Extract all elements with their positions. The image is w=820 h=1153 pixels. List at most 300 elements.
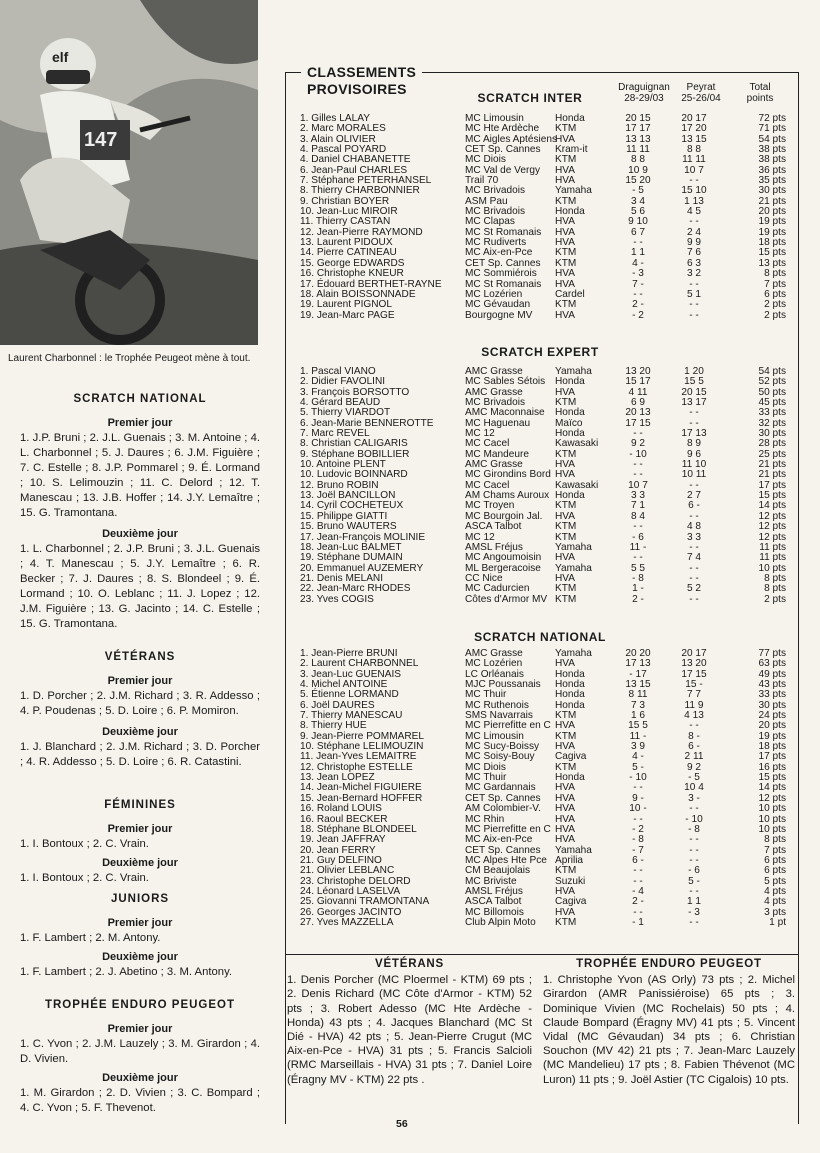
results-text: 1. I. Bontoux ; 2. C. Vrain. [20, 838, 149, 850]
total-points: 11 pts [759, 541, 786, 553]
peyrat-points: 13 15 [681, 133, 707, 145]
total-points: 28 pts [758, 438, 786, 450]
peyrat-points: 11 9 [684, 699, 704, 711]
club-name: Bourgogne MV [465, 309, 533, 321]
peyrat-points: 10 7 [684, 164, 704, 176]
total-points: 8 pts [764, 834, 786, 846]
bike-make: Honda [555, 699, 585, 711]
draguignan-points: - - [633, 813, 643, 825]
peyrat-points: - - [689, 278, 699, 290]
total-points: 33 pts [758, 407, 786, 419]
draguignan-points: 9 - [632, 792, 644, 804]
bike-make: KTM [555, 247, 577, 259]
draguignan-points: 8 4 [630, 510, 646, 522]
club-name: CC Nice [465, 572, 503, 584]
table-row [300, 553, 800, 563]
peyrat-points: - - [689, 479, 699, 491]
peyrat-points: 9 2 [686, 761, 702, 773]
draguignan-points: - - [633, 782, 643, 794]
rider-name: 11. Jean-Yves LEMAITRE [300, 751, 417, 763]
club-name: AM Chams Auroux [465, 490, 550, 502]
peyrat-points: 4 13 [684, 710, 704, 722]
draguignan-points: 15 17 [625, 376, 651, 388]
bike-make: HVA [555, 226, 576, 238]
draguignan-points: 1 1 [630, 247, 646, 259]
rider-name: 10. Antoine PLENT [300, 459, 386, 471]
total-points: 2 pts [764, 593, 786, 605]
total-points: 36 pts [758, 164, 786, 176]
peyrat-points: 5 - [688, 875, 700, 887]
club-name: MC St Romanais [465, 278, 542, 290]
peyrat-points: 10 11 [681, 469, 707, 481]
bike-make: Honda [555, 689, 585, 701]
summary-title: VÉTÉRANS [374, 958, 445, 970]
bike-make: HVA [555, 469, 576, 481]
column-date: 28-29/03 [624, 93, 664, 104]
total-points: 8 pts [764, 583, 786, 595]
bike-make: HVA [555, 834, 576, 846]
bike-make: KTM [555, 710, 577, 722]
total-points: 13 pts [758, 257, 786, 269]
total-points: 52 pts [758, 376, 786, 388]
bike-make: Kram-it [555, 144, 588, 156]
peyrat-points: 2 4 [686, 226, 702, 238]
rider-name: 13. Joël BANCILLON [300, 490, 396, 502]
total-points: 15 pts [758, 772, 786, 784]
rider-name: 10. Ludovic BOINNARD [300, 469, 408, 481]
results-text: 1. M. Girardon ; 2. D. Vivien ; 3. C. Bompard ; 4. C. Yvon ; 5. F. Thevenot. [20, 1087, 260, 1114]
rider-name: 11. Thierry CASTAN [300, 216, 391, 228]
total-points: 6 pts [764, 288, 786, 300]
peyrat-points: 20 17 [681, 648, 707, 659]
bike-make: HVA [555, 164, 576, 176]
rider-name: 4. Gérard BEAUD [300, 397, 381, 409]
rider-name: 2. Laurent CHARBONNEL [300, 658, 419, 670]
section-scratch-national [20, 392, 260, 632]
rider-name: 9. Christian BOYER [300, 195, 390, 207]
rider-name: 3. François BORSOTTO [300, 386, 410, 398]
club-name: MC Aix-en-Pce [465, 247, 533, 259]
draguignan-points: - - [633, 288, 643, 300]
table-row [300, 690, 800, 700]
column-label: Peyrat [686, 82, 716, 93]
peyrat-points: 15 10 [681, 185, 707, 197]
draguignan-points: 3 9 [630, 741, 646, 753]
draguignan-points: 9 2 [630, 438, 646, 450]
club-name: MC Alpes Hte Pce [465, 854, 547, 866]
club-name: ASM Pau [465, 195, 508, 207]
club-name: MC Bourgoin Jal. [465, 510, 543, 522]
club-name: MC Brivadois [465, 206, 526, 218]
bike-make: KTM [555, 448, 577, 460]
draguignan-points: - 3 [632, 268, 644, 280]
club-name: MC Limousin [465, 730, 524, 742]
table-row [300, 804, 800, 814]
draguignan-points: 11 - [629, 730, 647, 742]
day-title: Deuxième jour [102, 857, 178, 869]
rider-name: 7. Stéphane PETERHANSEL [300, 175, 432, 187]
peyrat-points: 20 15 [681, 386, 707, 398]
draguignan-points: 7 - [632, 278, 644, 290]
rider-name: 14. Pierre CATINEAU [300, 247, 397, 259]
total-points: 4 pts [764, 885, 786, 897]
draguignan-points: 2 - [632, 896, 644, 908]
rider-name: 18. Stéphane BLONDEEL [300, 823, 417, 835]
club-name: MC Brivadois [465, 185, 526, 197]
section-title-expert: SCRATCH EXPERT [481, 345, 599, 359]
total-points: 50 pts [758, 386, 786, 398]
club-name: MC Diois [465, 154, 506, 166]
draguignan-points: 11 11 [626, 144, 650, 156]
draguignan-points: 10 9 [628, 164, 648, 176]
rider-name: 17. Jean-François MOLINIE [300, 531, 426, 543]
club-name: MC Mandeure [465, 448, 529, 460]
total-points: 3 pts [764, 906, 786, 918]
total-points: 30 pts [758, 699, 786, 711]
bike-make: KTM [555, 154, 577, 166]
total-points: 77 pts [758, 648, 786, 659]
bike-make: KTM [555, 521, 577, 533]
rider-name: 9. Jean-Pierre POMMAREL [300, 730, 424, 742]
rider-name: 3. Jean-Luc GUENAIS [300, 668, 401, 680]
rider-name: 15. Philippe GIATTI [300, 510, 388, 522]
draguignan-points: 13 15 [625, 679, 651, 691]
club-name: MC Soisy-Bouy [465, 751, 535, 763]
bike-make: HVA [555, 885, 576, 897]
peyrat-points: - - [689, 803, 699, 815]
club-name: MC Rhin [465, 813, 505, 825]
rider-name: 8. Thierry HUE [300, 720, 367, 732]
club-name: MC Aix-en-Pce [465, 834, 533, 846]
club-name: AM Colombier-V. [465, 803, 541, 815]
draguignan-points: 6 - [632, 854, 644, 866]
section-feminines [20, 798, 260, 886]
day-title: Premier jour [107, 823, 173, 835]
total-points: 38 pts [758, 144, 786, 156]
bike-make: Honda [555, 376, 585, 388]
peyrat-points: - 8 [688, 823, 700, 835]
day-title: Premier jour [107, 417, 173, 429]
draguignan-points: 2 - [632, 299, 644, 311]
club-name: MC 12 [465, 428, 495, 440]
draguignan-points: 5 5 [630, 562, 646, 574]
rider-name: 21. Guy DELFINO [300, 854, 382, 866]
peyrat-points: 10 4 [684, 782, 704, 794]
peyrat-points: 1 13 [684, 195, 704, 207]
peyrat-points: 20 17 [681, 113, 707, 124]
total-points: 15 pts [758, 247, 786, 259]
bike-make: Yamaha [555, 844, 592, 856]
rider-name: 25. Giovanni TRAMONTANA [300, 896, 430, 908]
club-name: MC Cadurcien [465, 583, 530, 595]
total-points: 5 pts [764, 875, 786, 887]
results-text: 1. C. Yvon ; 2. J.M. Lauzely ; 3. M. Girardon ; 4. D. Vivien. [20, 1038, 260, 1065]
club-name: AMC Grasse [465, 648, 523, 659]
table-row [300, 311, 800, 321]
page-number: 56 [396, 1118, 408, 1130]
peyrat-points: - - [689, 299, 699, 311]
draguignan-points: 6 9 [630, 397, 646, 409]
club-name: ASCA Talbot [465, 896, 522, 908]
club-name: Côtes d'Armor MV [465, 593, 548, 605]
divider [285, 954, 799, 955]
bike-make: Cardel [555, 288, 585, 300]
rider-name: 10. Jean-Luc MIROIR [300, 206, 398, 218]
total-points: 4 pts [764, 896, 786, 908]
bike-make: Yamaha [555, 562, 592, 574]
peyrat-points: 17 13 [681, 428, 707, 440]
draguignan-points: 1 - [632, 583, 644, 595]
rider-name: 23. Yves COGIS [300, 593, 374, 605]
rider-name: 8. Christian CALIGARIS [300, 438, 408, 450]
total-points: 54 pts [758, 133, 786, 145]
total-points: 17 pts [758, 479, 786, 491]
peyrat-points: 3 3 [686, 531, 702, 543]
rider-name: 21. Olivier LEBLANC [300, 865, 395, 877]
total-points: 25 pts [758, 448, 786, 460]
total-points: 54 pts [758, 366, 786, 377]
total-points: 71 pts [758, 123, 786, 135]
rider-name: 4. Pascal POYARD [300, 144, 387, 156]
peyrat-points: 13 20 [681, 658, 707, 670]
bike-make: Honda [555, 679, 585, 691]
total-points: 45 pts [758, 397, 786, 409]
rider-name: 5. Étienne LORMAND [300, 689, 399, 701]
peyrat-points: - 3 [688, 906, 700, 918]
peyrat-points: - - [689, 593, 699, 605]
table-row [300, 595, 800, 605]
svg-text:elf: elf [52, 49, 69, 65]
total-points: 32 pts [758, 417, 786, 429]
bike-make: HVA [555, 133, 576, 145]
club-name: LC Orléanais [465, 668, 524, 680]
rider-name: 7. Thierry MANESCAU [300, 710, 403, 722]
club-name: AMC Grasse [465, 366, 523, 377]
bike-make: Suzuki [555, 875, 586, 887]
rider-photo [0, 0, 258, 345]
draguignan-points: - - [633, 459, 643, 471]
rider-name: 24. Léonard LASELVA [300, 885, 401, 897]
table-expert [300, 367, 800, 605]
rider-name: 14. Cyril COCHETEUX [300, 500, 404, 512]
club-name: MC Pierrefitte en C [465, 823, 551, 835]
total-points: 19 pts [758, 216, 786, 228]
rider-name: 19. Stéphane DUMAIN [300, 552, 403, 564]
peyrat-points: 6 3 [686, 257, 702, 269]
peyrat-points: 15 - [685, 679, 703, 691]
rider-name: 1. Jean-Pierre BRUNI [300, 648, 398, 659]
bike-make: HVA [555, 782, 576, 794]
club-name: ASCA Talbot [465, 521, 522, 533]
club-name: ML Bergeracoise [465, 562, 541, 574]
total-points: 19 pts [758, 226, 786, 238]
peyrat-points: 2 7 [686, 490, 702, 502]
bike-make: Honda [555, 668, 585, 680]
rider-name: 7. Marc REVEL [300, 428, 370, 440]
column-unit: points [746, 93, 774, 104]
total-points: 30 pts [758, 185, 786, 197]
bike-make: HVA [555, 278, 576, 290]
club-name: SMS Navarrais [465, 710, 533, 722]
club-name: MC Angoumoisin [465, 552, 542, 564]
bike-make: KTM [555, 730, 577, 742]
bike-make: Honda [555, 113, 585, 124]
section-trophee [20, 998, 260, 1116]
draguignan-points: 20 15 [625, 113, 651, 124]
club-name: AMSL Fréjus [465, 541, 523, 553]
total-points: 8 pts [764, 268, 786, 280]
peyrat-points: 9 6 [686, 448, 702, 460]
peyrat-points: 1 1 [686, 896, 702, 908]
club-name: MJC Poussanais [465, 679, 541, 691]
total-points: 11 pts [759, 552, 786, 564]
club-name: MC Troyen [465, 500, 515, 512]
rider-name: 16. Christophe KNEUR [300, 268, 404, 280]
draguignan-points: 20 13 [625, 407, 651, 419]
bike-make: Honda [555, 772, 585, 784]
club-name: MC Aigles Aptésiens [465, 133, 558, 145]
total-points: 24 pts [758, 710, 786, 722]
rider-name: 15. Jean-Bernard HOFFER [300, 792, 423, 804]
total-points: 43 pts [758, 679, 786, 691]
bike-make: HVA [555, 823, 576, 835]
draguignan-points: - 2 [632, 309, 644, 321]
rider-name: 4. Michel ANTOINE [300, 679, 388, 691]
total-points: 21 pts [758, 459, 786, 471]
club-name: MC Sucy-Boissy [465, 741, 540, 753]
peyrat-points: - - [689, 309, 699, 321]
section-title-national: SCRATCH NATIONAL [474, 630, 606, 644]
draguignan-points: 11 - [629, 541, 647, 553]
section-title: VÉTÉRANS [104, 651, 176, 663]
peyrat-points: - - [689, 510, 699, 522]
rider-name: 23. Christophe DELORD [300, 875, 411, 887]
club-name: AMSL Fréjus [465, 885, 523, 897]
peyrat-points: - 5 [688, 772, 700, 784]
draguignan-points: - 8 [632, 572, 644, 584]
section-title: FÉMININES [104, 799, 176, 811]
club-name: MC Gardannais [465, 782, 536, 794]
club-name: CET Sp. Cannes [465, 844, 541, 856]
total-points: 20 pts [758, 720, 786, 732]
results-text: 1. F. Lambert ; 2. J. Abetino ; 3. M. Antony. [20, 966, 233, 978]
peyrat-points: 8 9 [686, 438, 702, 450]
table-row [300, 835, 800, 845]
bike-make: HVA [555, 658, 576, 670]
total-points: 7 pts [764, 844, 786, 856]
photo-caption: Laurent Charbonnel : le Trophée Peugeot mène à tout. [8, 353, 251, 364]
draguignan-points: - - [633, 875, 643, 887]
draguignan-points: 3 4 [630, 195, 646, 207]
rider-name: 19. Jean JAFFRAY [300, 834, 386, 846]
results-text: 1. F. Lambert ; 2. M. Antony. [20, 932, 161, 944]
day-title: Deuxième jour [102, 1072, 178, 1084]
peyrat-points: - - [689, 541, 699, 553]
total-points: 10 pts [758, 803, 786, 815]
peyrat-points: - 6 [688, 865, 700, 877]
section-juniors [20, 892, 260, 980]
bike-make: Honda [555, 206, 585, 218]
left-column [0, 0, 276, 1153]
draguignan-points: - - [633, 469, 643, 481]
draguignan-points: 10 - [629, 803, 647, 815]
rider-name: 1. Pascal VIANO [300, 366, 376, 377]
bike-make: Kawasaki [555, 479, 599, 491]
bike-make: Yamaha [555, 185, 592, 197]
peyrat-points: 17 20 [681, 123, 707, 135]
club-name: MC Val de Vergy [465, 164, 540, 176]
section-title: SCRATCH NATIONAL [73, 393, 207, 405]
rider-name: 13. Laurent PIDOUX [300, 237, 393, 249]
peyrat-points: 8 8 [686, 144, 702, 156]
rider-name: 4. Daniel CHABANETTE [300, 154, 411, 166]
rider-name: 19. Laurent PIGNOL [300, 299, 393, 311]
table-national [300, 649, 800, 928]
bike-make: Yamaha [555, 648, 592, 659]
club-name: Club Alpin Moto [465, 916, 536, 928]
rider-name: 27. Yves MAZZELLA [300, 916, 394, 928]
club-name: CM Beaujolais [465, 865, 531, 877]
total-points: 7 pts [764, 278, 786, 290]
table-row [300, 269, 800, 279]
table-row [300, 918, 800, 928]
draguignan-points: 6 7 [630, 226, 646, 238]
peyrat-points: 15 5 [684, 376, 704, 388]
table-row [300, 300, 800, 310]
bike-make: HVA [555, 813, 576, 825]
rider-name: 16. Raoul BECKER [300, 813, 388, 825]
rider-name: 20. Emmanuel AUZEMERY [300, 562, 424, 574]
results-text: 1. J. Blanchard ; 2. J.M. Richard ; 3. D. Porcher ; 4. R. Addesso ; 5. D. Loire ; 6. R. Catastini. [20, 741, 260, 768]
peyrat-points: 1 20 [684, 366, 704, 377]
draguignan-points: - - [633, 428, 643, 440]
rider-name: 6. Jean-Marie BENNEROTTE [300, 417, 434, 429]
total-points: 18 pts [758, 237, 786, 249]
draguignan-points: - - [633, 865, 643, 877]
peyrat-points: - - [689, 175, 699, 187]
club-name: MC Girondins Bord [465, 469, 551, 481]
results-text: 1. J.P. Bruni ; 2. J.L. Guenais ; 3. M. Antoine ; 4. L. Charbonnel ; 5. J. Daures ; 6. J.M. Figuière ; 7. C. Estelle ; 8. J.P. Pommarel ; 9. É. Lormand ; 10. S. Lelimouzin ; 11. C. Delord ; 12. T. Manescau ; 13. J.B. Hoffer ; 14. J.Y. Lemaître ; 15. G. Tramontana. [20, 432, 260, 519]
rider-name: 2. Marc MORALES [300, 123, 386, 135]
results-text: 1. I. Bontoux ; 2. C. Vrain. [20, 872, 149, 884]
peyrat-points: - - [689, 834, 699, 846]
draguignan-points: 8 8 [630, 154, 646, 166]
peyrat-points: - - [689, 720, 699, 732]
total-points: 33 pts [758, 689, 786, 701]
club-name: MC Sommiérois [465, 268, 537, 280]
rider-name: 26. Georges JACINTO [300, 906, 402, 918]
total-points: 12 pts [758, 792, 786, 804]
rider-name: 6. Jean-Paul CHARLES [300, 164, 408, 176]
total-points: 12 pts [758, 510, 786, 522]
peyrat-points: - - [689, 854, 699, 866]
peyrat-points: - - [689, 216, 699, 228]
draguignan-points: 3 3 [630, 490, 646, 502]
draguignan-points: - - [633, 552, 643, 564]
bike-make: KTM [555, 195, 577, 207]
bike-make: HVA [555, 741, 576, 753]
svg-text:147: 147 [84, 129, 118, 151]
total-points: 2 pts [764, 309, 786, 321]
total-points: 8 pts [764, 572, 786, 584]
table-row [300, 522, 800, 532]
club-name: CET Sp. Cannes [465, 792, 541, 804]
bike-make: HVA [555, 216, 576, 228]
total-points: 6 pts [764, 865, 786, 877]
draguignan-points: 20 20 [625, 648, 651, 659]
draguignan-points: - 2 [632, 823, 644, 835]
club-name: MC Clapas [465, 216, 515, 228]
